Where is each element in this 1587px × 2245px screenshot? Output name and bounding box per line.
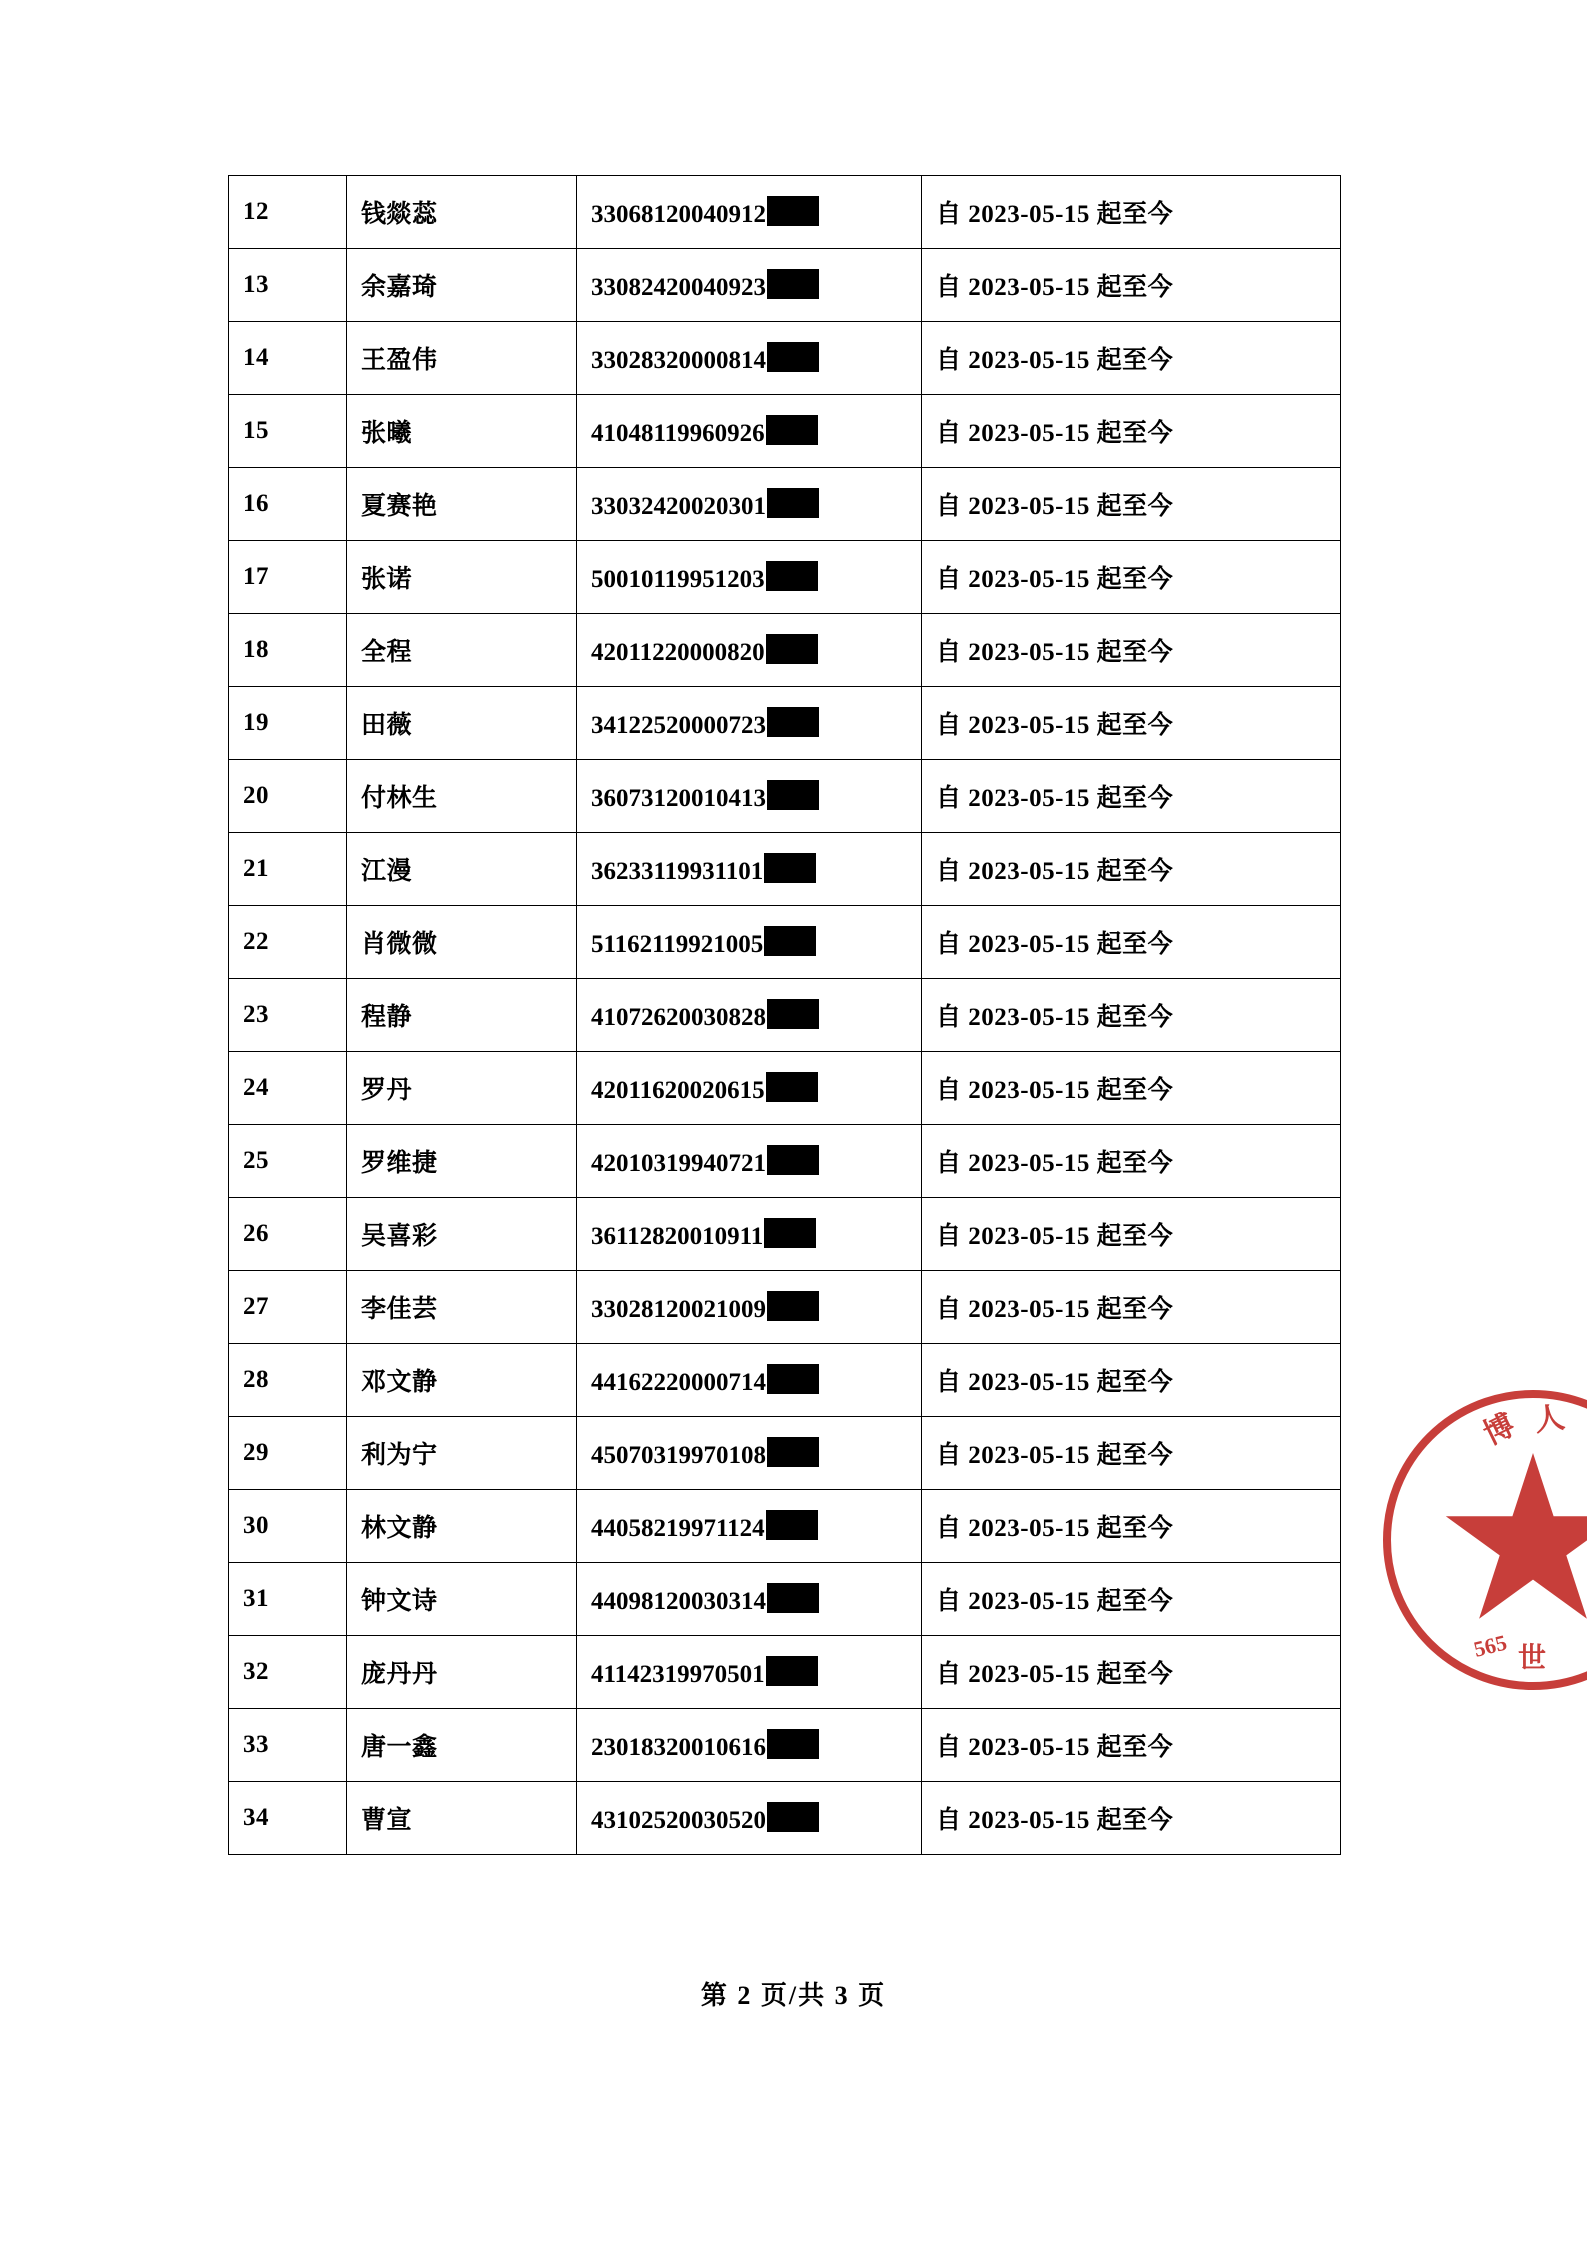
row-index: 15 [229, 395, 347, 468]
svg-text:世: 世 [1518, 1643, 1547, 1674]
row-index: 27 [229, 1271, 347, 1344]
row-id-number [577, 1052, 922, 1125]
row-index: 24 [229, 1052, 347, 1125]
id-number-text: 42011220000820 [591, 638, 765, 666]
row-index: 19 [229, 687, 347, 760]
id-number-text: 33082420040923 [591, 273, 766, 301]
id-number-text: 33068120040912 [591, 200, 766, 228]
redaction-bar [766, 1510, 818, 1540]
table-row [229, 1125, 1341, 1198]
row-name: 唐一鑫 [347, 1709, 577, 1782]
redaction-bar [767, 780, 819, 810]
redaction-bar [766, 634, 818, 664]
row-name: 王盈伟 [347, 322, 577, 395]
id-number-text: 41142319970501 [591, 1660, 765, 1688]
redaction-bar [766, 415, 818, 445]
redaction-bar [767, 707, 819, 737]
row-term: 自 2023-05-15 起至今 [922, 1417, 1341, 1490]
row-index: 20 [229, 760, 347, 833]
redaction-bar [767, 1437, 819, 1467]
row-name: 张曦 [347, 395, 577, 468]
row-name: 吴喜彩 [347, 1198, 577, 1271]
row-index: 23 [229, 979, 347, 1052]
row-name: 张诺 [347, 541, 577, 614]
id-number-text: 33028120021009 [591, 1295, 766, 1323]
table-row [229, 614, 1341, 687]
redaction-bar [767, 1583, 819, 1613]
table-row [229, 1271, 1341, 1344]
page-number-footer: 第 2 页/共 3 页 [700, 1981, 887, 2010]
redaction-bar [764, 926, 816, 956]
row-name: 全程 [347, 614, 577, 687]
row-index: 13 [229, 249, 347, 322]
id-number-text: 33032420020301 [591, 492, 766, 520]
row-index: 21 [229, 833, 347, 906]
roster-table-container [228, 175, 1340, 1855]
redaction-bar [767, 1145, 819, 1175]
redaction-bar [767, 999, 819, 1029]
id-number-text: 43102520030520 [591, 1806, 766, 1834]
table-row [229, 1709, 1341, 1782]
table-row [229, 322, 1341, 395]
redaction-bar [767, 1729, 819, 1759]
redaction-bar [767, 1802, 819, 1832]
row-index: 12 [229, 176, 347, 249]
row-term: 自 2023-05-15 起至今 [922, 1490, 1341, 1563]
row-id-number [577, 1563, 922, 1636]
row-index: 28 [229, 1344, 347, 1417]
table-row [229, 1490, 1341, 1563]
id-number-text: 41072620030828 [591, 1003, 766, 1031]
roster-table-body [229, 176, 1341, 1855]
row-id-number [577, 614, 922, 687]
redaction-bar [767, 1364, 819, 1394]
table-row [229, 395, 1341, 468]
table-row [229, 1198, 1341, 1271]
id-number-text: 44098120030314 [591, 1587, 766, 1615]
row-term: 自 2023-05-15 起至今 [922, 468, 1341, 541]
row-name: 夏赛艳 [347, 468, 577, 541]
row-term: 自 2023-05-15 起至今 [922, 395, 1341, 468]
redaction-bar [764, 853, 816, 883]
row-term: 自 2023-05-15 起至今 [922, 1344, 1341, 1417]
row-name: 余嘉琦 [347, 249, 577, 322]
row-id-number [577, 1490, 922, 1563]
table-row [229, 1417, 1341, 1490]
redaction-bar [767, 196, 819, 226]
redaction-bar [766, 1656, 818, 1686]
row-name: 庞丹丹 [347, 1636, 577, 1709]
row-id-number [577, 322, 922, 395]
row-index: 26 [229, 1198, 347, 1271]
id-number-text: 50010119951203 [591, 565, 765, 593]
row-id-number [577, 1198, 922, 1271]
row-id-number [577, 249, 922, 322]
id-number-text: 36073120010413 [591, 784, 766, 812]
row-name: 江漫 [347, 833, 577, 906]
row-term: 自 2023-05-15 起至今 [922, 1052, 1341, 1125]
redaction-bar [766, 561, 818, 591]
table-row [229, 1052, 1341, 1125]
row-name: 邓文静 [347, 1344, 577, 1417]
row-id-number [577, 468, 922, 541]
table-row [229, 979, 1341, 1052]
id-number-text: 33028320000814 [591, 346, 766, 374]
table-row [229, 176, 1341, 249]
row-name: 李佳芸 [347, 1271, 577, 1344]
row-index: 17 [229, 541, 347, 614]
row-index: 22 [229, 906, 347, 979]
row-name: 程静 [347, 979, 577, 1052]
roster-table [228, 175, 1341, 1855]
id-number-text: 42011620020615 [591, 1076, 765, 1104]
table-row [229, 249, 1341, 322]
row-term: 自 2023-05-15 起至今 [922, 322, 1341, 395]
row-index: 18 [229, 614, 347, 687]
row-term: 自 2023-05-15 起至今 [922, 1709, 1341, 1782]
row-index: 34 [229, 1782, 347, 1855]
row-name: 肖微微 [347, 906, 577, 979]
table-row [229, 760, 1341, 833]
id-number-text: 34122520000723 [591, 711, 766, 739]
row-term: 自 2023-05-15 起至今 [922, 176, 1341, 249]
row-term: 自 2023-05-15 起至今 [922, 1563, 1341, 1636]
id-number-text: 44058219971124 [591, 1514, 765, 1542]
redaction-bar [766, 1072, 818, 1102]
table-row [229, 833, 1341, 906]
row-id-number [577, 1709, 922, 1782]
row-term: 自 2023-05-15 起至今 [922, 1125, 1341, 1198]
row-name: 曹宣 [347, 1782, 577, 1855]
row-term: 自 2023-05-15 起至今 [922, 906, 1341, 979]
redaction-bar [767, 269, 819, 299]
row-index: 31 [229, 1563, 347, 1636]
table-row [229, 1782, 1341, 1855]
row-id-number [577, 176, 922, 249]
row-index: 30 [229, 1490, 347, 1563]
row-term: 自 2023-05-15 起至今 [922, 541, 1341, 614]
table-row [229, 541, 1341, 614]
row-index: 33 [229, 1709, 347, 1782]
row-term: 自 2023-05-15 起至今 [922, 687, 1341, 760]
row-term: 自 2023-05-15 起至今 [922, 833, 1341, 906]
id-number-text: 45070319970108 [591, 1441, 766, 1469]
row-index: 16 [229, 468, 347, 541]
row-id-number [577, 1636, 922, 1709]
row-term: 自 2023-05-15 起至今 [922, 1271, 1341, 1344]
id-number-text: 36233119931101 [591, 857, 764, 885]
row-name: 付林生 [347, 760, 577, 833]
row-term: 自 2023-05-15 起至今 [922, 1636, 1341, 1709]
row-term: 自 2023-05-15 起至今 [922, 1198, 1341, 1271]
table-row [229, 1636, 1341, 1709]
row-id-number [577, 1782, 922, 1855]
row-id-number [577, 1271, 922, 1344]
row-name: 罗维捷 [347, 1125, 577, 1198]
id-number-text: 23018320010616 [591, 1733, 766, 1761]
table-row [229, 468, 1341, 541]
row-term: 自 2023-05-15 起至今 [922, 614, 1341, 687]
id-number-text: 41048119960926 [591, 419, 765, 447]
row-id-number [577, 541, 922, 614]
row-id-number [577, 687, 922, 760]
row-term: 自 2023-05-15 起至今 [922, 249, 1341, 322]
row-id-number [577, 1417, 922, 1490]
redaction-bar [767, 488, 819, 518]
row-id-number [577, 395, 922, 468]
row-index: 25 [229, 1125, 347, 1198]
row-name: 钟文诗 [347, 1563, 577, 1636]
row-id-number [577, 833, 922, 906]
row-id-number [577, 1125, 922, 1198]
redaction-bar [764, 1218, 816, 1248]
id-number-text: 42010319940721 [591, 1149, 766, 1177]
table-row [229, 906, 1341, 979]
row-term: 自 2023-05-15 起至今 [922, 1782, 1341, 1855]
row-index: 32 [229, 1636, 347, 1709]
row-name: 田薇 [347, 687, 577, 760]
redaction-bar [767, 342, 819, 372]
row-term: 自 2023-05-15 起至今 [922, 979, 1341, 1052]
row-index: 14 [229, 322, 347, 395]
svg-text:博: 博 [1478, 1408, 1521, 1452]
row-name: 罗丹 [347, 1052, 577, 1125]
row-name: 利为宁 [347, 1417, 577, 1490]
row-id-number [577, 906, 922, 979]
table-row [229, 687, 1341, 760]
row-id-number [577, 979, 922, 1052]
row-id-number [577, 760, 922, 833]
svg-text:565: 565 [1471, 1629, 1510, 1662]
id-number-text: 44162220000714 [591, 1368, 766, 1396]
svg-text:人: 人 [1532, 1401, 1567, 1438]
row-term: 自 2023-05-15 起至今 [922, 760, 1341, 833]
row-name: 钱燚蕊 [347, 176, 577, 249]
row-index: 29 [229, 1417, 347, 1490]
table-row [229, 1344, 1341, 1417]
table-row [229, 1563, 1341, 1636]
id-number-text: 36112820010911 [591, 1222, 764, 1250]
redaction-bar [767, 1291, 819, 1321]
row-id-number [577, 1344, 922, 1417]
row-name: 林文静 [347, 1490, 577, 1563]
official-seal [1368, 1375, 1587, 1705]
id-number-text: 51162119921005 [591, 930, 764, 958]
